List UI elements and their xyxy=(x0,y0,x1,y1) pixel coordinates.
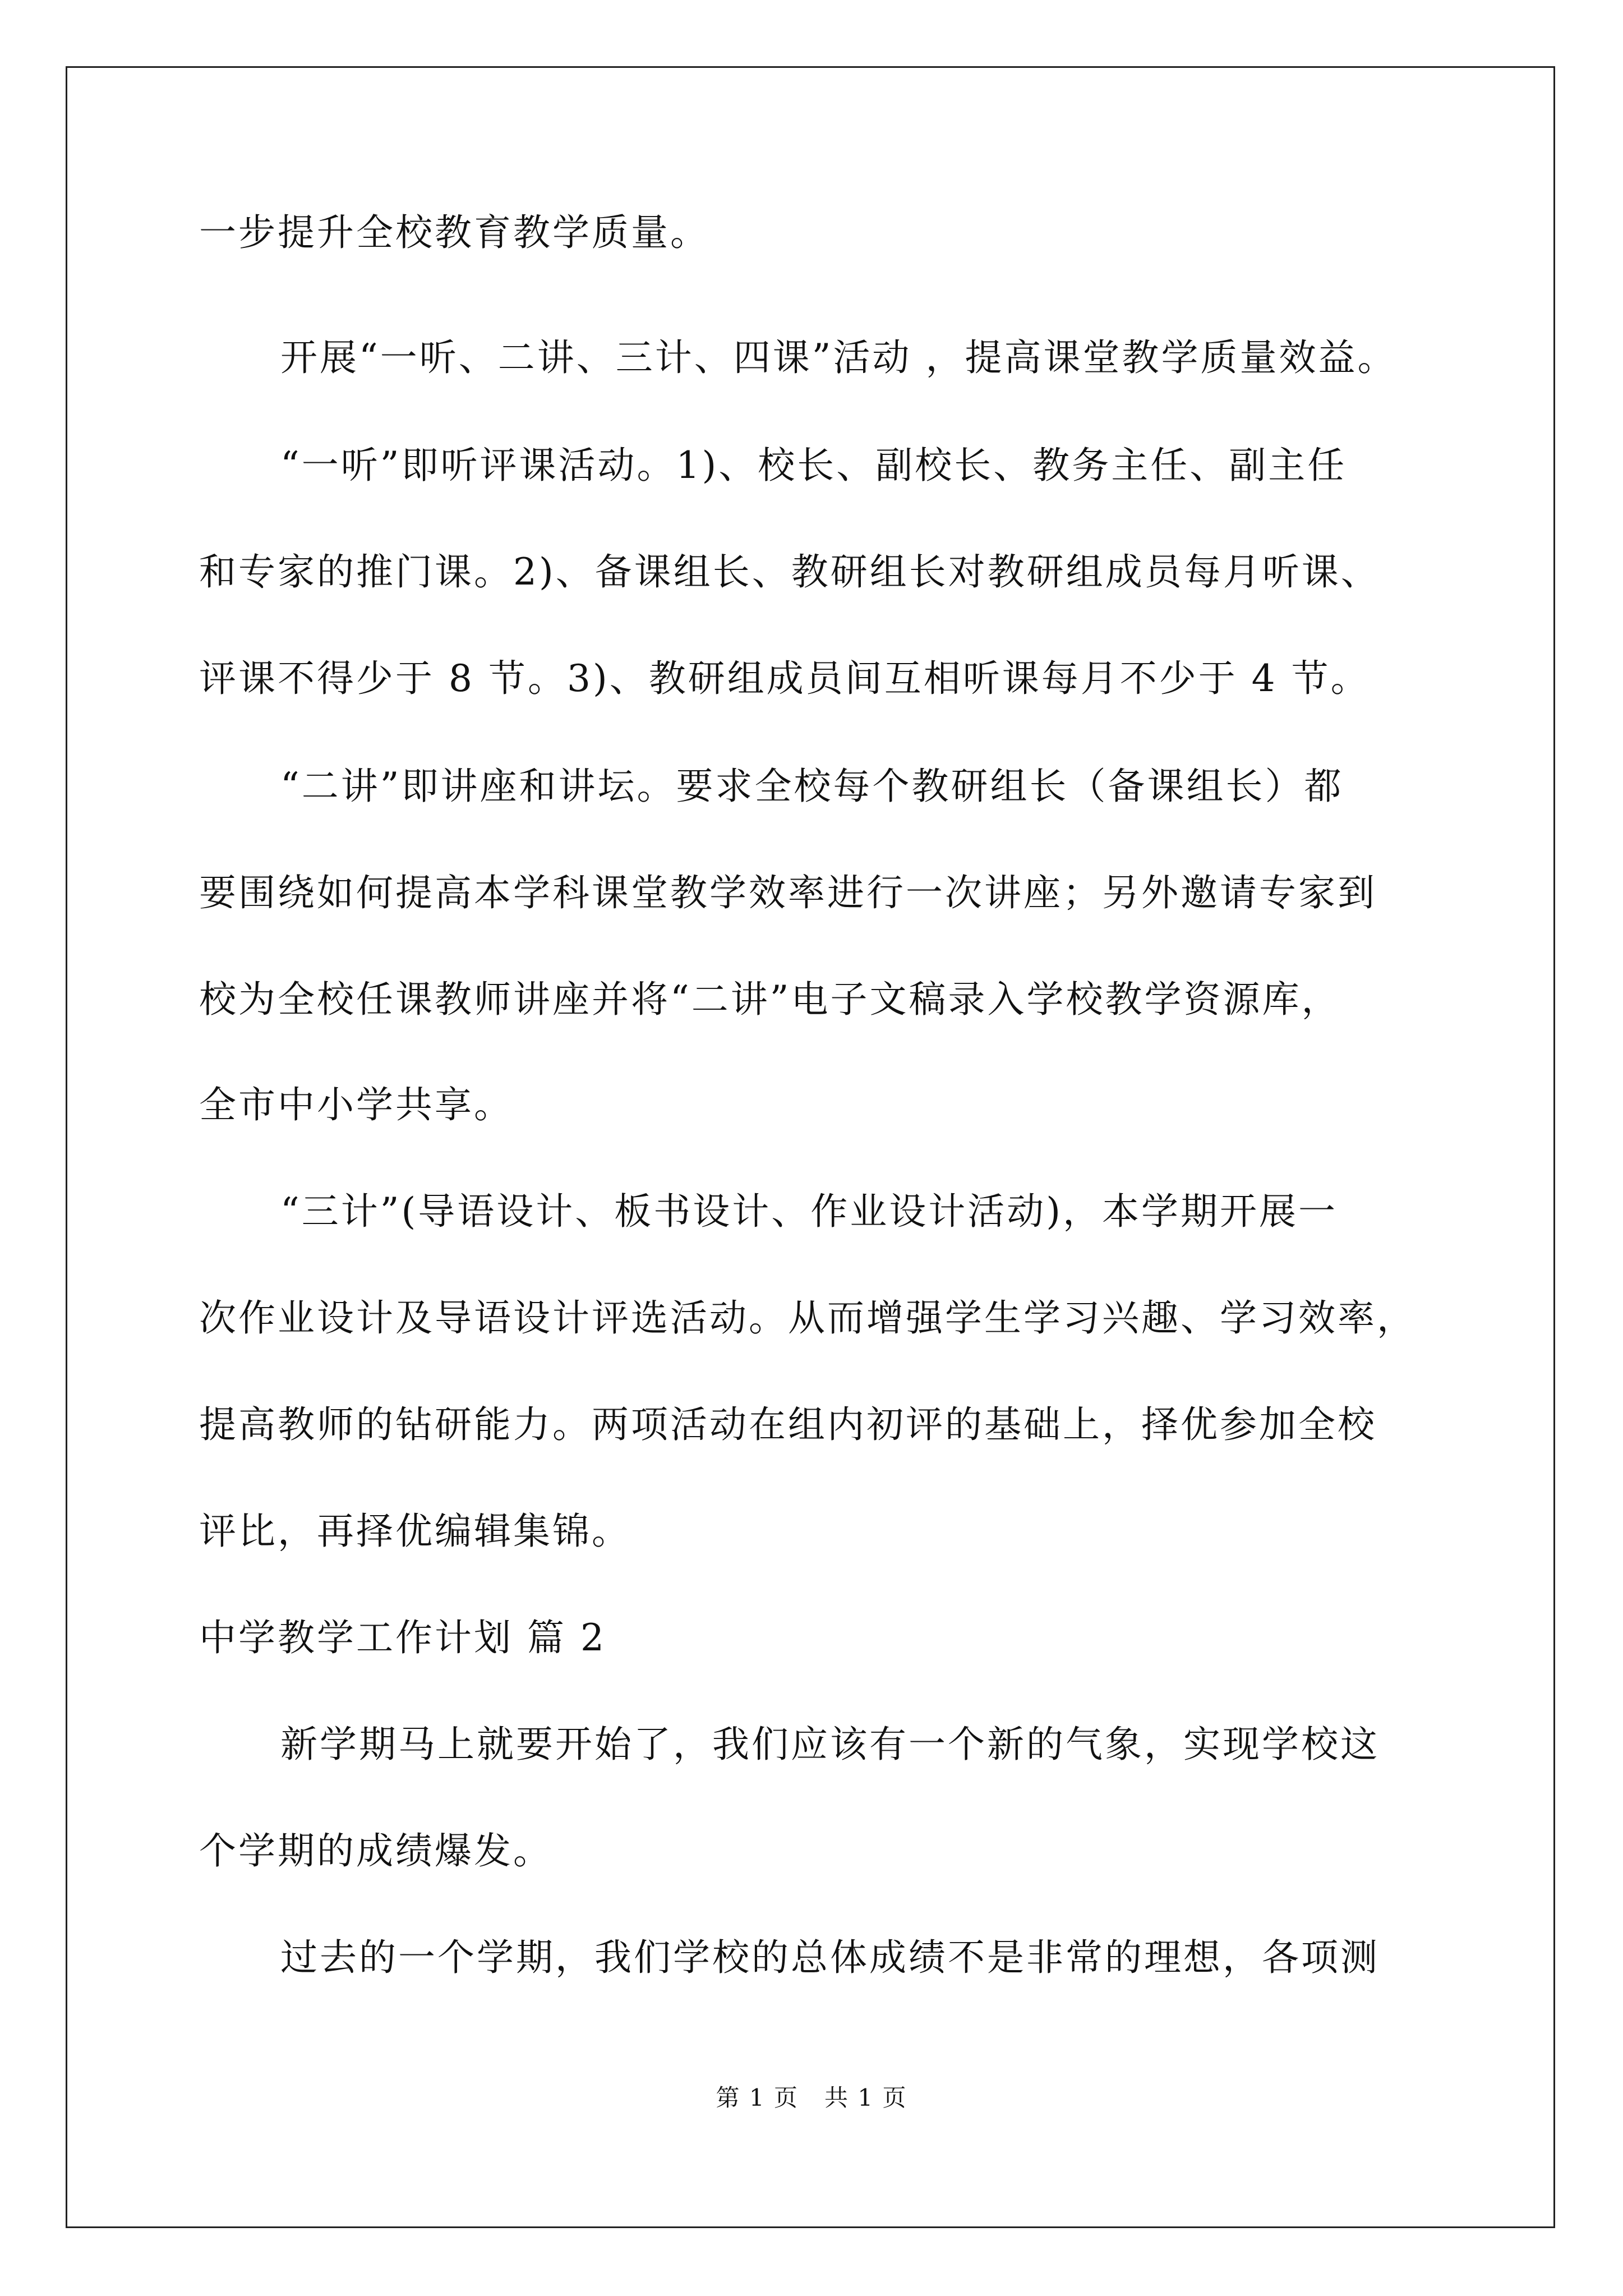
paragraph-line: 开展“一听、二讲、三计、四课”活动 ，提高课堂教学质量效益。 xyxy=(280,336,1397,379)
section-heading: 中学教学工作计划 篇 2 xyxy=(199,1616,606,1659)
page-border xyxy=(66,66,1555,2228)
paragraph-line: “一听”即听评课活动。1)、校长、副校长、教务主任、副主任 xyxy=(280,444,1347,487)
body-line: 校为全校任课教师讲座并将“二讲”电子文稿录入学校教学资源库， xyxy=(199,978,1341,1021)
paragraph-line: 新学期马上就要开始了，我们应该有一个新的气象，实现学校这 xyxy=(280,1723,1380,1766)
paragraph-line: “二讲”即讲座和讲坛。要求全校每个教研组长（备课组长）都 xyxy=(280,765,1344,808)
page-footer: 第 1 页 共 1 页 xyxy=(716,2084,907,2111)
body-line: 评比，再择优编辑集锦。 xyxy=(199,1510,631,1553)
body-line: 和专家的推门课。2)、备课组长、教研组长对教研组成员每月听课、 xyxy=(199,550,1380,593)
body-line: 提高教师的钻研能力。两项活动在组内初评的基础上，择优参加全校 xyxy=(199,1403,1377,1446)
body-line: 全市中小学共享。 xyxy=(199,1083,513,1126)
body-line: 评课不得少于 8 节。3)、教研组成员间互相听课每月不少于 4 节。 xyxy=(199,657,1370,700)
body-line: 个学期的成绩爆发。 xyxy=(199,1829,552,1872)
paragraph-line: “三计”(导语设计、板书设计、作业设计活动)，本学期开展一 xyxy=(280,1190,1338,1233)
body-line: 次作业设计及导语设计评选活动。从而增强学生学习兴趣、学习效率， xyxy=(199,1296,1416,1340)
body-line: 一步提升全校教育教学质量。 xyxy=(199,211,709,254)
paragraph-line: 过去的一个学期，我们学校的总体成绩不是非常的理想，各项测 xyxy=(280,1936,1380,1979)
body-line: 要围绕如何提高本学科课堂教学效率进行一次讲座；另外邀请专家到 xyxy=(199,871,1377,914)
